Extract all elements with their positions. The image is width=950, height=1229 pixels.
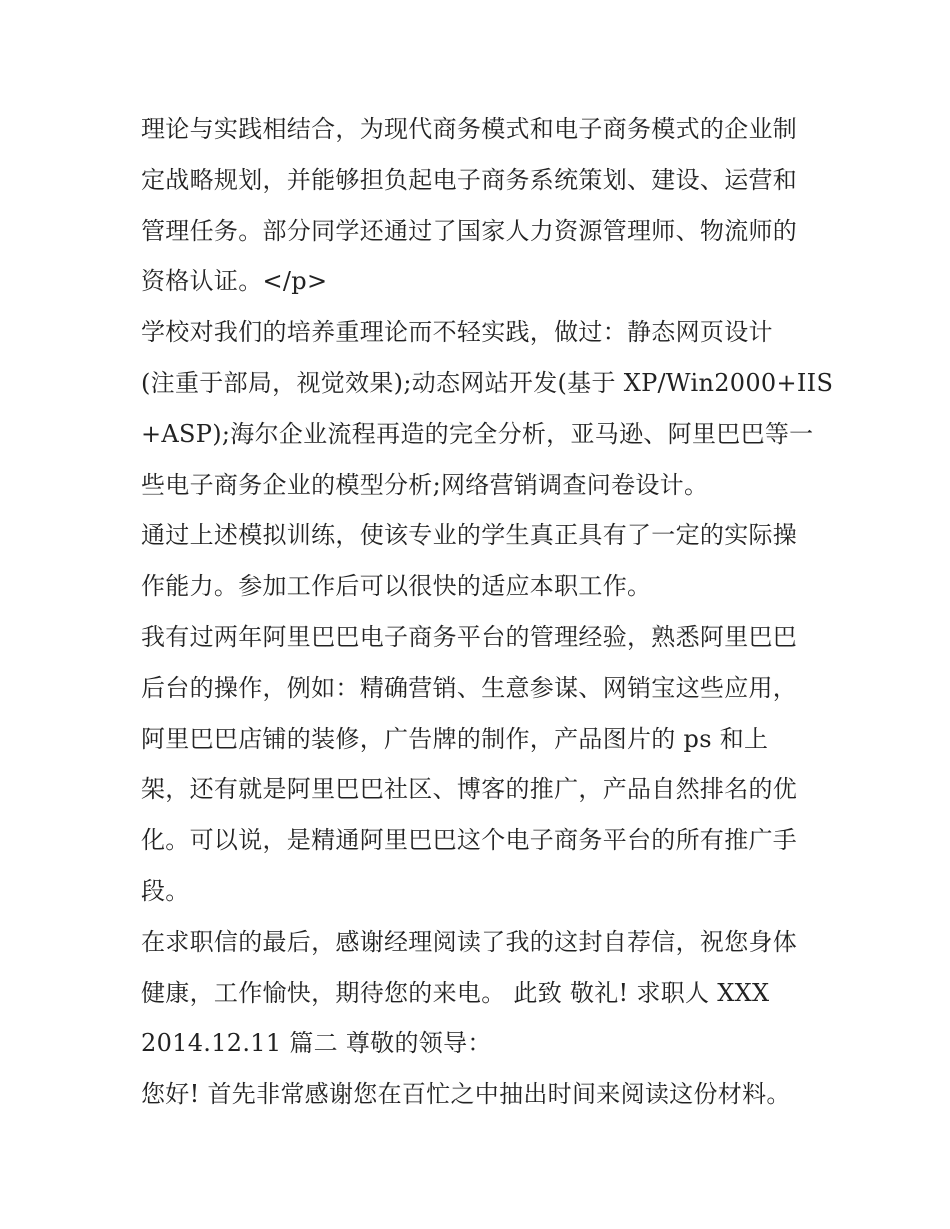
text-line: 架，还有就是阿里巴巴社区、博客的推广，产品自然排名的优 xyxy=(141,775,798,804)
text-line: 在求职信的最后，感谢经理阅读了我的这封自荐信，祝您身体 xyxy=(141,927,798,956)
text-line: (注重于部局，视觉效果);动态网站开发(基于 XP/Win2000+IIS xyxy=(141,368,834,397)
text-line: 化。可以说，是精通阿里巴巴这个电子商务平台的所有推广手 xyxy=(141,826,798,855)
text-line: 我有过两年阿里巴巴电子商务平台的管理经验，熟悉阿里巴巴 xyxy=(141,622,798,651)
text-line: 健康，工作愉快，期待您的来电。 此致 敬礼! 求职人 XXX xyxy=(141,978,770,1007)
text-line: 段。 xyxy=(141,876,190,905)
text-line: 管理任务。部分同学还通过了国家人力资源管理师、物流师的 xyxy=(141,216,798,245)
text-line: 后台的操作，例如：精确营销、生意参谋、网销宝这些应用， xyxy=(141,673,798,702)
text-line: 作能力。参加工作后可以很快的适应本职工作。 xyxy=(141,572,652,601)
text-line: +ASP);海尔企业流程再造的完全分析，亚马逊、阿里巴巴等一 xyxy=(141,419,814,448)
text-line: 阿里巴巴店铺的装修，广告牌的制作，产品图片的 ps 和上 xyxy=(141,724,769,753)
text-line: 理论与实践相结合，为现代商务模式和电子商务模式的企业制 xyxy=(141,115,798,143)
text-line: 些电子商务企业的模型分析;网络营销调查问卷设计。 xyxy=(141,470,709,499)
text-line: 定战略规划，并能够担负起电子商务系统策划、建设、运营和 xyxy=(141,165,798,194)
text-line: 资格认证。</p> xyxy=(141,267,328,296)
text-line: 您好! 首先非常感谢您在百忙之中抽出时间来阅读这份材料。 xyxy=(141,1080,791,1109)
text-line: 学校对我们的培养重理论而不轻实践，做过：静态网页设计 xyxy=(141,318,773,347)
text-line: 通过上述模拟训练，使该专业的学生真正具有了一定的实际操 xyxy=(141,521,798,550)
document-body xyxy=(141,104,834,1120)
text-line: 2014.12.11 篇二 尊敬的领导： xyxy=(141,1029,492,1058)
